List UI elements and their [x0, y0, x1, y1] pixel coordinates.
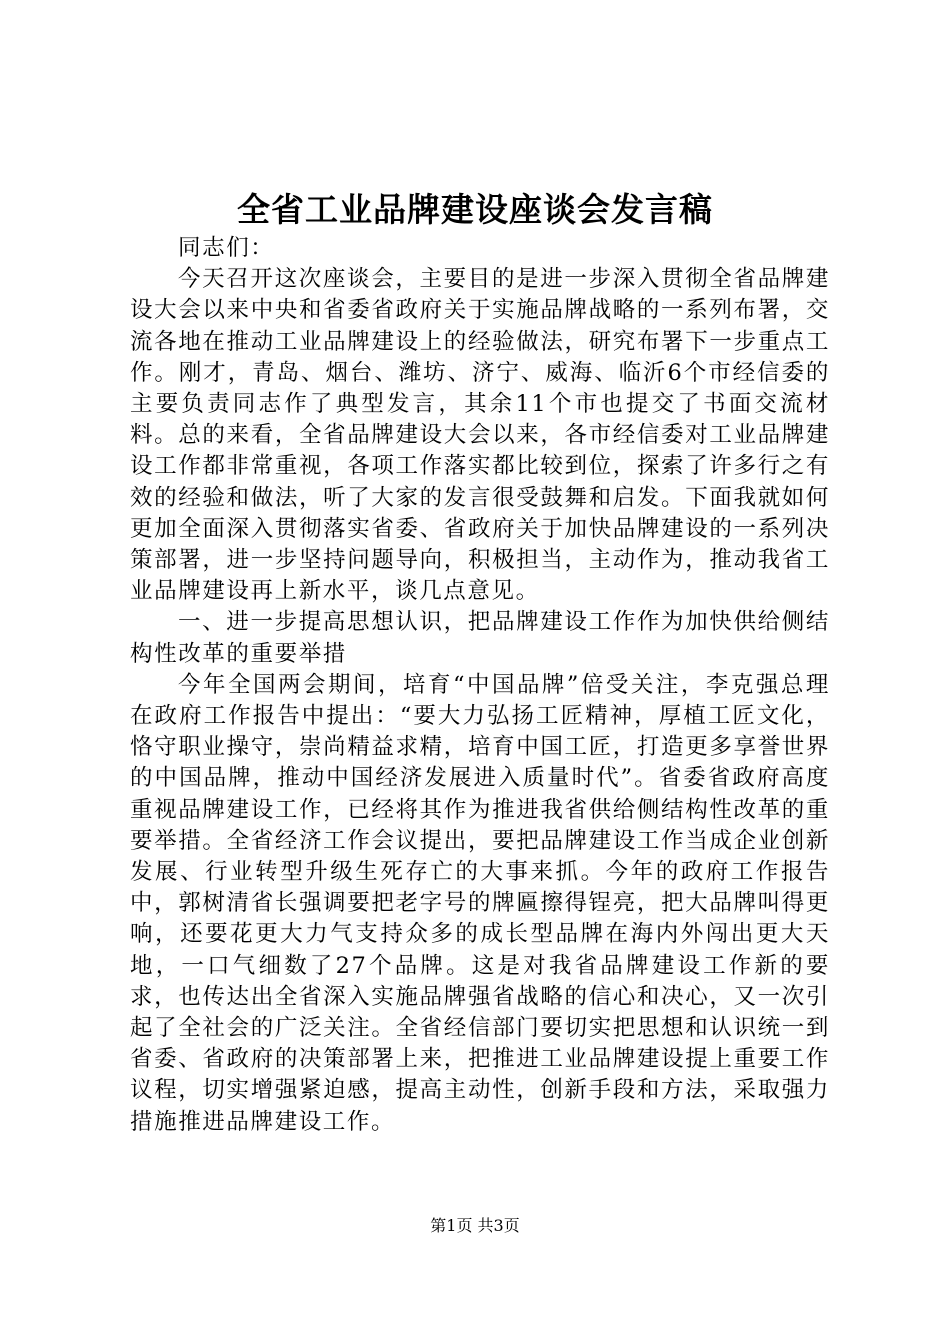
paragraph-greeting: 同志们： — [178, 235, 275, 261]
document-title: 全省工业品牌建设座谈会发言稿 — [237, 190, 713, 229]
document-body — [130, 233, 830, 1138]
section-heading-1: 一、进一步提高思想认识，把品牌建设工作作为加快供给侧结构性改革的重要举措 — [130, 609, 830, 667]
paragraph-intro: 今天召开这次座谈会，主要目的是进一步深入贯彻全省品牌建设大会以来中央和省委省政府关于实施品牌战略的一系列布署，交流各地在推动工业品牌建设上的经验做法，研究布署下一步重点工作。刚才，青岛、烟台、潍坊、济宁、威海、临沂6个市经信委的主要负责同志作了典型发言，其余11个市也提交了书面交流材料。总的来看，全省品牌建设大会以来，各市经信委对工业品牌建设工作都非常重视，各项工作落实都比较到位，探索了许多行之有效的经验和做法，听了大家的发言很受鼓舞和启发。下面我就如何更加全面深入贯彻落实省委、省政府关于加快品牌建设的一系列决策部署，进一步坚持问题导向，积极担当，主动作为，推动我省工业品牌建设再上新水平，谈几点意见。 — [130, 266, 830, 605]
page-footer: 第1页 共3页 — [430, 1216, 520, 1235]
paragraph-section-1: 今年全国两会期间，培育“中国品牌”倍受关注，李克强总理在政府工作报告中提出：“要大力弘扬工匠精神，厚植工匠文化，恪守职业操守，崇尚精益求精，培育中国工匠，打造更多享誉世界的中国品牌，推动中国经济发展进入质量时代”。省委省政府高度重视品牌建设工作，已经将其作为推进我省供给侧结构性改革的重要举措。全省经济工作会议提出，要把品牌建设工作当成企业创新发展、行业转型升级生死存亡的大事来抓。今年的政府工作报告中，郭树清省长强调要把老字号的牌匾擦得锃亮，把大品牌叫得更响，还要花更大力气支持众多的成长型品牌在海内外闯出更大天地，一口气细数了27个品牌。这是对我省品牌建设工作新的要求，也传达出全省深入实施品牌强省战略的信心和决心，又一次引起了全社会的广泛关注。全省经信部门要切实把思想和认识统一到省委、省政府的决策部署上来，把推进工业品牌建设提上重要工作议程，切实增强紧迫感，提高主动性，创新手段和方法，采取强力措施推进品牌建设工作。 — [130, 671, 830, 1135]
